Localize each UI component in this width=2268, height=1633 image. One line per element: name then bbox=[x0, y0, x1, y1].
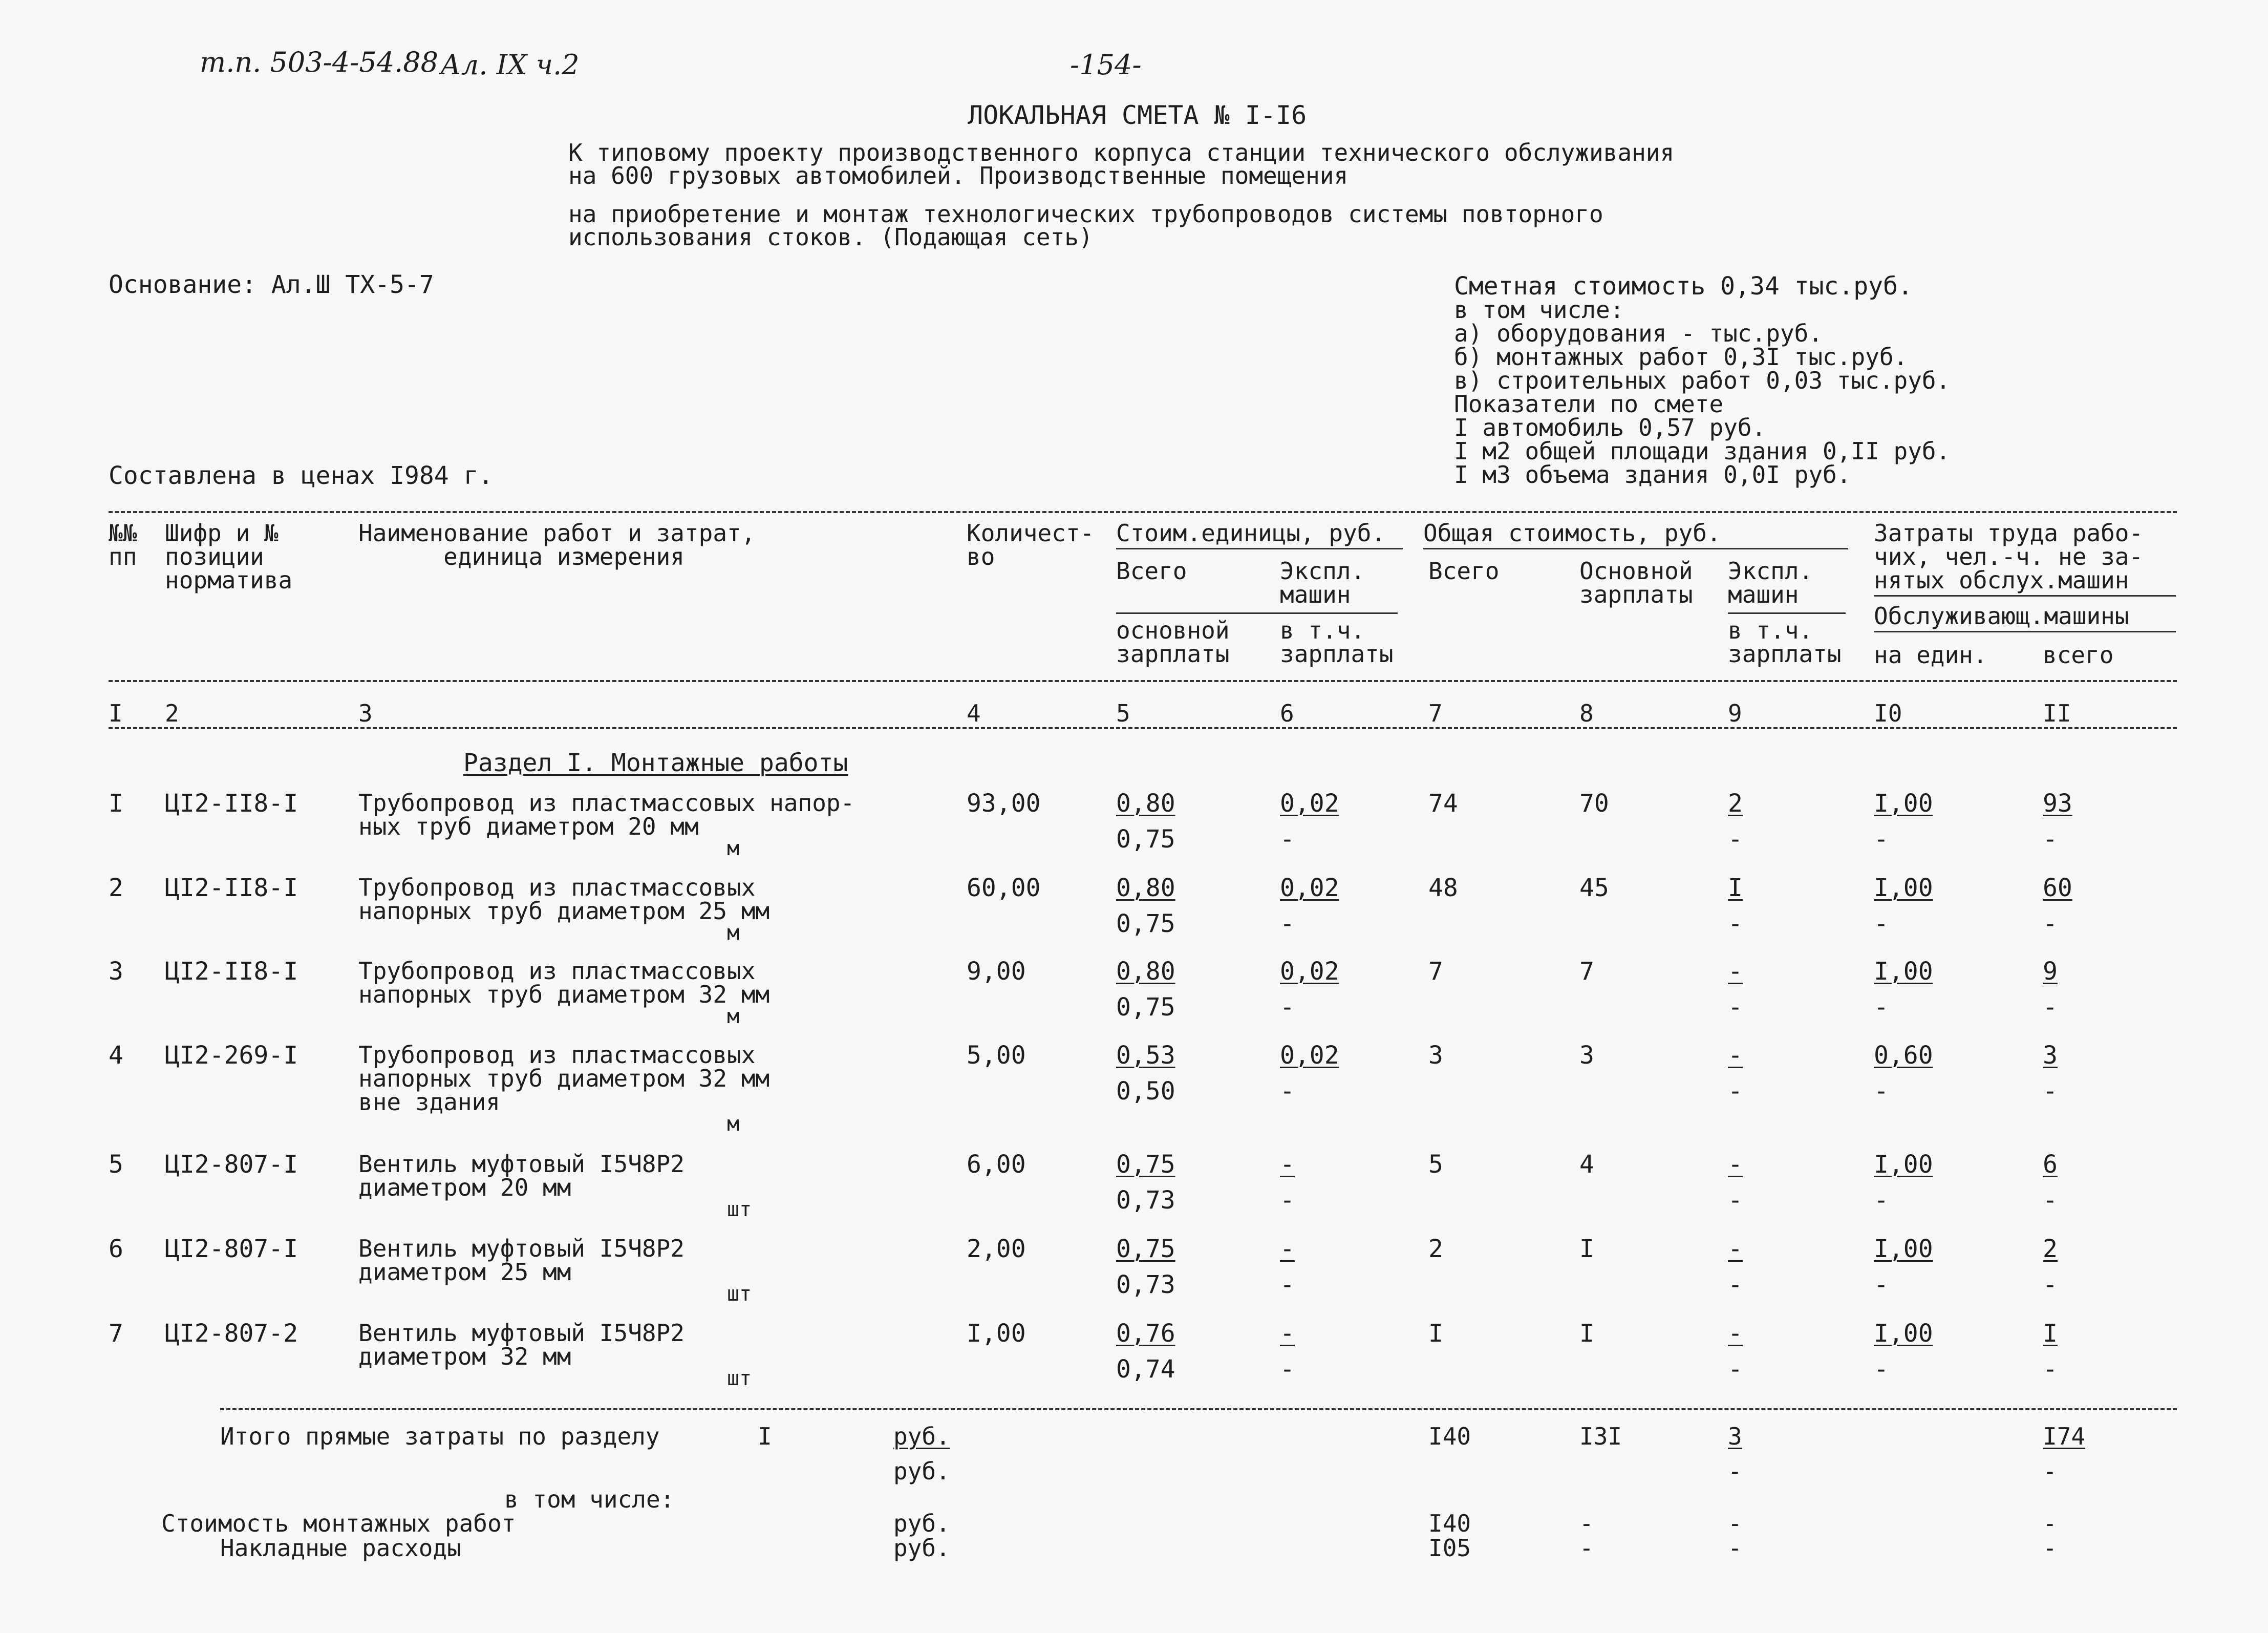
row-labor-per-unit-sub: - bbox=[1874, 1270, 1889, 1299]
row-unit: м bbox=[727, 921, 740, 945]
row-total-salary: 7 bbox=[1579, 957, 1594, 986]
row-labor-per-unit: 0,60 bbox=[1874, 1041, 1933, 1070]
row-quantity: I,00 bbox=[967, 1319, 1026, 1348]
row-number: I bbox=[109, 789, 123, 818]
summary-line-8: I м2 общей площади здания 0,II руб. bbox=[1454, 437, 1951, 465]
row-labor-per-unit-sub: - bbox=[1874, 825, 1889, 854]
row-unit-cost-machines: 0,02 bbox=[1280, 957, 1339, 986]
row-total-cost: 48 bbox=[1428, 874, 1458, 902]
col-header-11-total: всего bbox=[2043, 641, 2114, 669]
row-labor-total-sub: - bbox=[2043, 825, 2058, 854]
row-total-cost: 3 bbox=[1428, 1041, 1443, 1070]
row-quantity: 2,00 bbox=[967, 1235, 1026, 1263]
summary-line-9: I м3 объема здания 0,0I руб. bbox=[1454, 461, 1851, 489]
row-labor-total: 3 bbox=[2043, 1041, 2058, 1070]
row-number: 7 bbox=[109, 1319, 123, 1348]
row-labor-total: 2 bbox=[2043, 1235, 2058, 1263]
row-total-cost: 74 bbox=[1428, 789, 1458, 818]
col-group-labor: Затраты труда рабо- чих, чел.-ч. не за- нятых обслух.машин bbox=[1874, 519, 2144, 594]
row-total-machines-salary: - bbox=[1728, 993, 1743, 1022]
col-num: 5 bbox=[1116, 699, 1130, 727]
doc-code: т.п. 503-4-54.88 bbox=[200, 46, 438, 78]
summary-line-2: в том числе: bbox=[1454, 296, 1624, 324]
row-total-salary: 45 bbox=[1579, 874, 1609, 902]
summary-line-7: I автомобиль 0,57 руб. bbox=[1454, 414, 1766, 441]
col-header-9-salary: в т.ч. зарплаты bbox=[1728, 617, 1842, 668]
col-num: 9 bbox=[1728, 699, 1742, 727]
estimate-heading: ЛОКАЛЬНАЯ СМЕТА № I-I6 bbox=[968, 100, 1307, 130]
row-labor-total: 6 bbox=[2043, 1150, 2058, 1179]
row-unit-cost-machines-salary: - bbox=[1280, 993, 1295, 1022]
col-num: 8 bbox=[1579, 699, 1594, 727]
row-labor-per-unit: I,00 bbox=[1874, 789, 1933, 818]
overhead-c11: - bbox=[2043, 1534, 2057, 1562]
subtitle-line-1: К типовому проекту производственного корпуса станции технического обслуживания bbox=[568, 139, 1675, 166]
row-unit-cost-machines-salary: - bbox=[1280, 909, 1295, 938]
header-bottom-rule bbox=[109, 680, 2177, 682]
row-unit-cost-machines: 0,02 bbox=[1280, 1041, 1339, 1070]
totals-top-rule bbox=[220, 1408, 2177, 1410]
summary-line-6: Показатели по смете bbox=[1454, 390, 1724, 418]
summary-line-5: в) строительных работ 0,03 тыс.руб. bbox=[1454, 367, 1951, 394]
totals-unit-2: руб. bbox=[893, 1457, 950, 1485]
row-total-machines-salary: - bbox=[1728, 1270, 1743, 1299]
totals-c9: 3 bbox=[1728, 1423, 1742, 1450]
totals-unit-1: руб. bbox=[893, 1423, 950, 1450]
serving-underline bbox=[1874, 631, 2176, 632]
row-unit-cost-salary: 0,75 bbox=[1116, 825, 1175, 854]
row-quantity: 5,00 bbox=[967, 1041, 1026, 1070]
mount-cost-c8: - bbox=[1579, 1510, 1594, 1537]
numbers-rule bbox=[109, 727, 2177, 729]
subtitle-line-2: на 600 грузовых автомобилей. Производственные помещения bbox=[568, 162, 1349, 189]
row-unit: шт bbox=[727, 1367, 752, 1390]
row-labor-per-unit-sub: - bbox=[1874, 909, 1889, 938]
row-unit-cost-machines: - bbox=[1280, 1150, 1295, 1179]
row-unit-cost-machines-salary: - bbox=[1280, 1270, 1295, 1299]
col-header-number: №№ пп bbox=[109, 519, 137, 570]
col-header-name: Наименование работ и затрат, единица измерения bbox=[358, 519, 756, 570]
summary-line-3: а) оборудования - тыс.руб. bbox=[1454, 320, 1823, 347]
row-code: ЦI2-807-I bbox=[165, 1150, 298, 1179]
row-work-name: Вентиль муфтовый I5Ч8Р2 диаметром 32 мм bbox=[358, 1319, 684, 1370]
row-unit-cost-machines-salary: - bbox=[1280, 825, 1295, 854]
row-total-cost: 2 bbox=[1428, 1235, 1443, 1263]
row-work-name: Трубопровод из пластмассовых напорных труб диаметром 32 мм вне здания bbox=[358, 1041, 770, 1116]
prices-year: Составлена в ценах I984 г. bbox=[109, 461, 494, 490]
section-title: Раздел I. Монтажные работы bbox=[463, 749, 848, 777]
row-code: ЦI2-807-2 bbox=[165, 1319, 298, 1348]
row-unit-cost-salary: 0,74 bbox=[1116, 1355, 1175, 1384]
mount-cost-unit: руб. bbox=[893, 1510, 950, 1537]
overhead-c8: - bbox=[1579, 1534, 1594, 1562]
row-number: 5 bbox=[109, 1150, 123, 1179]
mount-cost-c11: - bbox=[2043, 1510, 2057, 1537]
row-quantity: 93,00 bbox=[967, 789, 1041, 818]
row-labor-total: 93 bbox=[2043, 789, 2072, 818]
row-unit-cost-salary: 0,75 bbox=[1116, 909, 1175, 938]
row-unit-cost-total: 0,80 bbox=[1116, 957, 1175, 986]
totals-c8: I3I bbox=[1579, 1423, 1622, 1450]
row-work-name: Трубопровод из пластмассовых напорных труб диаметром 25 мм bbox=[358, 874, 770, 925]
row-number: 6 bbox=[109, 1235, 123, 1263]
row-total-machines-salary: - bbox=[1728, 1077, 1743, 1106]
unit-cost-underline bbox=[1116, 548, 1403, 549]
row-unit-cost-salary: 0,73 bbox=[1116, 1186, 1175, 1215]
col-header-6-machines: Экспл. машин bbox=[1280, 557, 1365, 608]
row-total-machines: I bbox=[1728, 874, 1743, 902]
row-labor-total-sub: - bbox=[2043, 1270, 2058, 1299]
row-number: 2 bbox=[109, 874, 123, 902]
row-unit-cost-machines: - bbox=[1280, 1235, 1295, 1263]
row-labor-total: 9 bbox=[2043, 957, 2058, 986]
row-code: ЦI2-807-I bbox=[165, 1235, 298, 1263]
row-total-machines-salary: - bbox=[1728, 1186, 1743, 1215]
row-unit-cost-machines-salary: - bbox=[1280, 1186, 1295, 1215]
col-group-total-cost: Общая стоимость, руб. bbox=[1423, 519, 1721, 547]
row-unit: м bbox=[727, 1112, 740, 1136]
col-num: 3 bbox=[358, 699, 373, 727]
col-num: I0 bbox=[1874, 699, 1902, 727]
col-num: 2 bbox=[165, 699, 179, 727]
mount-cost-c9: - bbox=[1728, 1510, 1742, 1537]
row-labor-per-unit: I,00 bbox=[1874, 874, 1933, 902]
mount-cost-label: Стоимость монтажных работ bbox=[161, 1510, 516, 1537]
row-labor-per-unit-sub: - bbox=[1874, 1077, 1889, 1106]
row-unit-cost-machines: 0,02 bbox=[1280, 789, 1339, 818]
row-total-machines: - bbox=[1728, 957, 1743, 986]
col-num: 7 bbox=[1428, 699, 1443, 727]
col-header-9-machines: Экспл. машин bbox=[1728, 557, 1813, 608]
overhead-c7: I05 bbox=[1428, 1534, 1471, 1562]
col-header-5-total: Всего bbox=[1116, 557, 1187, 585]
row-unit-cost-machines: - bbox=[1280, 1319, 1295, 1348]
row-labor-total-sub: - bbox=[2043, 909, 2058, 938]
row-total-salary: I bbox=[1579, 1319, 1594, 1348]
subtitle-line-4: использования стоков. (Подающая сеть) bbox=[568, 223, 1093, 251]
row-labor-per-unit: I,00 bbox=[1874, 1235, 1933, 1263]
row-total-machines-salary: - bbox=[1728, 825, 1743, 854]
row-unit: м bbox=[727, 1005, 740, 1028]
row-total-salary: 3 bbox=[1579, 1041, 1594, 1070]
row-total-cost: I bbox=[1428, 1319, 1443, 1348]
col-header-quantity: Количест- во bbox=[967, 519, 1095, 570]
row-unit-cost-salary: 0,75 bbox=[1116, 993, 1175, 1022]
row-labor-per-unit-sub: - bbox=[1874, 993, 1889, 1022]
summary-line-4: б) монтажных работ 0,3I тыс.руб. bbox=[1454, 343, 1908, 371]
row-unit-cost-total: 0,75 bbox=[1116, 1235, 1175, 1263]
row-code: ЦI2-II8-I bbox=[165, 957, 298, 986]
row-labor-per-unit: I,00 bbox=[1874, 1150, 1933, 1179]
row-work-name: Вентиль муфтовый I5Ч8Р2 диаметром 25 мм bbox=[358, 1235, 684, 1286]
col-num: II bbox=[2043, 699, 2071, 727]
col-group-unit-cost: Стоим.единицы, руб. bbox=[1116, 519, 1386, 547]
row-total-machines: - bbox=[1728, 1319, 1743, 1348]
col-header-5-salary: основной зарплаты bbox=[1116, 617, 1230, 668]
row-labor-total: I bbox=[2043, 1319, 2058, 1348]
row-total-salary: I bbox=[1579, 1235, 1594, 1263]
row-quantity: 6,00 bbox=[967, 1150, 1026, 1179]
col-num: I bbox=[109, 699, 123, 727]
row-unit-cost-total: 0,75 bbox=[1116, 1150, 1175, 1179]
header-top-rule bbox=[109, 511, 2177, 513]
row-labor-per-unit-sub: - bbox=[1874, 1355, 1889, 1384]
overhead-c9: - bbox=[1728, 1534, 1742, 1562]
mount-cost-c7: I40 bbox=[1428, 1510, 1471, 1537]
row-unit-cost-total: 0,76 bbox=[1116, 1319, 1175, 1348]
total-cost-underline bbox=[1423, 548, 1848, 549]
row-labor-total-sub: - bbox=[2043, 1077, 2058, 1106]
totals-c11-sub: - bbox=[2043, 1457, 2057, 1485]
row-code: ЦI2-II8-I bbox=[165, 789, 298, 818]
row-total-salary: 70 bbox=[1579, 789, 1609, 818]
row-total-machines-salary: - bbox=[1728, 909, 1743, 938]
row-unit-cost-salary: 0,50 bbox=[1116, 1077, 1175, 1106]
totals-section: I bbox=[758, 1423, 772, 1450]
album-ref: Ал. IX ч.2 bbox=[440, 49, 580, 81]
row-code: ЦI2-II8-I bbox=[165, 874, 298, 902]
overhead-label: Накладные расходы bbox=[220, 1534, 461, 1562]
basis: Основание: Ал.Ш ТХ-5-7 bbox=[109, 270, 434, 299]
row-unit-cost-total: 0,80 bbox=[1116, 789, 1175, 818]
row-unit: шт bbox=[727, 1198, 752, 1221]
machines-mid-rule bbox=[1728, 612, 1846, 614]
col-header-code: Шифр и № позиции норматива bbox=[165, 519, 293, 594]
row-unit: м bbox=[727, 837, 740, 860]
totals-c7: I40 bbox=[1428, 1423, 1471, 1450]
row-unit-cost-salary: 0,73 bbox=[1116, 1270, 1175, 1299]
subtitle-line-3: на приобретение и монтаж технологических трубопроводов системы повторного bbox=[568, 200, 1603, 228]
row-work-name: Трубопровод из пластмассовых напор- ных труб диаметром 20 мм bbox=[358, 789, 855, 840]
row-total-machines: 2 bbox=[1728, 789, 1743, 818]
row-number: 3 bbox=[109, 957, 123, 986]
row-labor-per-unit: I,00 bbox=[1874, 1319, 1933, 1348]
col-num: 4 bbox=[967, 699, 981, 727]
row-unit-cost-machines: 0,02 bbox=[1280, 874, 1339, 902]
unit-cost-mid-rule bbox=[1116, 612, 1398, 614]
row-unit-cost-total: 0,80 bbox=[1116, 874, 1175, 902]
row-total-machines: - bbox=[1728, 1235, 1743, 1263]
overhead-unit: руб. bbox=[893, 1534, 950, 1562]
totals-c11: I74 bbox=[2043, 1423, 2086, 1450]
row-work-name: Вентиль муфтовый I5Ч8Р2 диаметром 20 мм bbox=[358, 1150, 684, 1201]
row-labor-total-sub: - bbox=[2043, 993, 2058, 1022]
col-header-7-total: Всего bbox=[1428, 557, 1500, 585]
row-labor-total-sub: - bbox=[2043, 1355, 2058, 1384]
row-quantity: 60,00 bbox=[967, 874, 1041, 902]
summary-line-1: Сметная стоимость 0,34 тыс.руб. bbox=[1454, 272, 1913, 301]
row-work-name: Трубопровод из пластмассовых напорных труб диаметром 32 мм bbox=[358, 957, 770, 1008]
row-total-cost: 5 bbox=[1428, 1150, 1443, 1179]
row-unit: шт bbox=[727, 1282, 752, 1306]
col-header-6-salary: в т.ч. зарплаты bbox=[1280, 617, 1394, 668]
row-unit-cost-machines-salary: - bbox=[1280, 1077, 1295, 1106]
col-header-8-salary: Основной зарплаты bbox=[1579, 557, 1693, 608]
row-unit-cost-machines-salary: - bbox=[1280, 1355, 1295, 1384]
row-total-cost: 7 bbox=[1428, 957, 1443, 986]
totals-label: Итого прямые затраты по разделу bbox=[220, 1423, 660, 1450]
row-labor-per-unit: I,00 bbox=[1874, 957, 1933, 986]
including-label: в том числе: bbox=[504, 1486, 675, 1513]
row-total-machines: - bbox=[1728, 1150, 1743, 1179]
row-total-machines: - bbox=[1728, 1041, 1743, 1070]
row-labor-total-sub: - bbox=[2043, 1186, 2058, 1215]
labor-underline bbox=[1874, 595, 2176, 597]
row-labor-total: 60 bbox=[2043, 874, 2072, 902]
col-group-serving-machines: Обслуживающ.машины bbox=[1874, 602, 2129, 630]
col-num: 6 bbox=[1280, 699, 1294, 727]
row-code: ЦI2-269-I bbox=[165, 1041, 298, 1070]
row-number: 4 bbox=[109, 1041, 123, 1070]
row-labor-per-unit-sub: - bbox=[1874, 1186, 1889, 1215]
totals-c9-sub: - bbox=[1728, 1457, 1742, 1485]
page-number: -154- bbox=[1070, 49, 1142, 81]
col-header-10-per-unit: на един. bbox=[1874, 641, 1987, 669]
row-total-salary: 4 bbox=[1579, 1150, 1594, 1179]
row-unit-cost-total: 0,53 bbox=[1116, 1041, 1175, 1070]
row-quantity: 9,00 bbox=[967, 957, 1026, 986]
row-total-machines-salary: - bbox=[1728, 1355, 1743, 1384]
